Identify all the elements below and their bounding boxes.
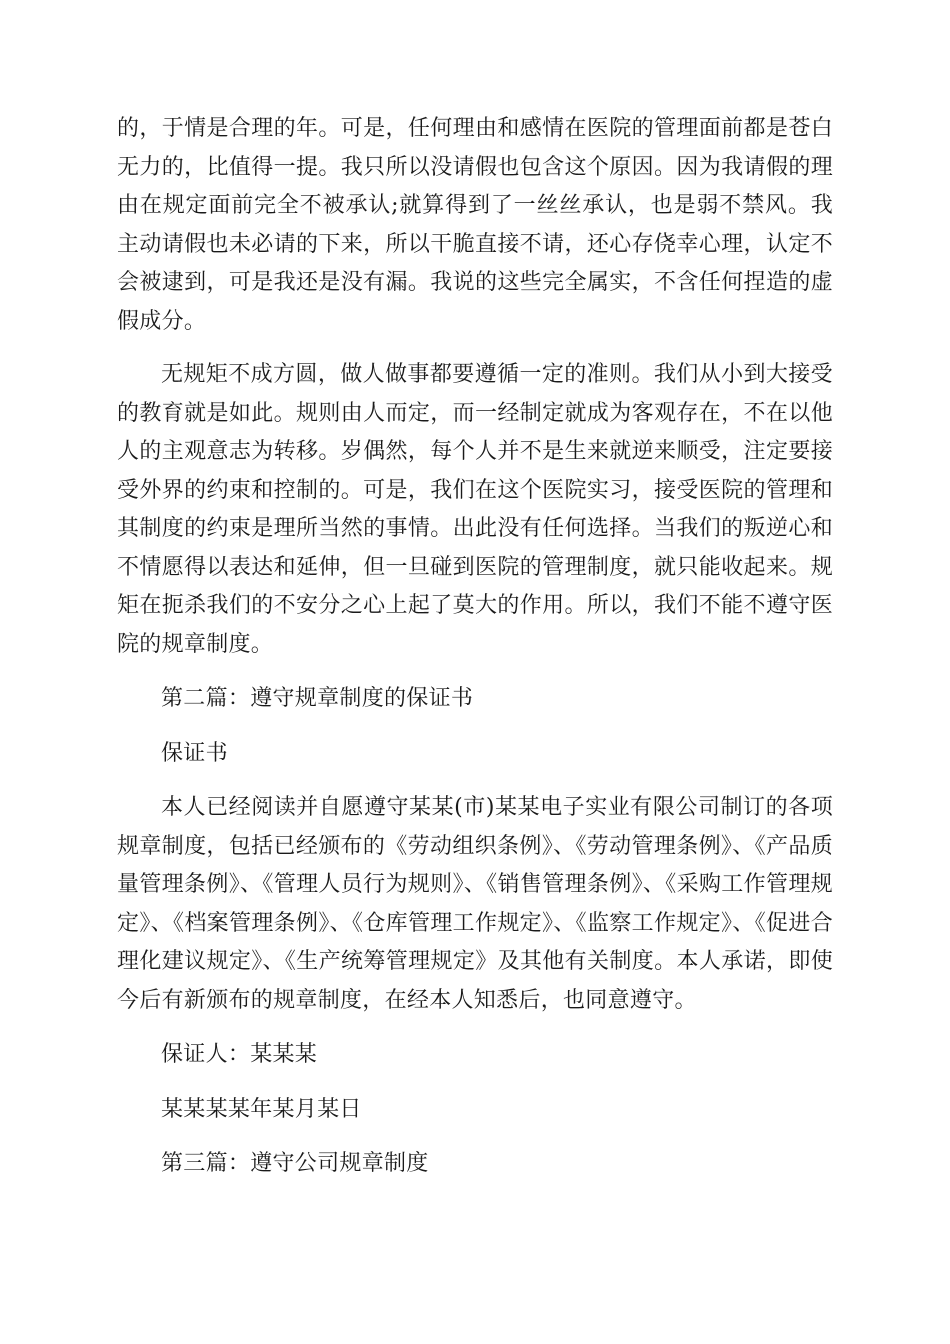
guarantee-title: 保证书	[161, 740, 228, 766]
section-heading-part-two: 第二篇：遵守规章制度的保证书	[161, 686, 474, 711]
guarantor-line: 保证人：某某某	[161, 1042, 318, 1067]
document-body	[117, 110, 833, 1184]
paragraph-rules: 无规矩不成方圆，做人做事都要遵循一定的准则。我们从小到大接受的教育就是如此。规则由人而定，而一经制定就成为客观存在，不在以他人的主观意志为转移。岁偶然，每个人并不是生来就逆来顺受，注定要接受外界的约束和控制的。可是，我们在这个医院实习，接受医院的管理和其制度的约束是理所当然的事情。出此没有任何选择。当我们的叛逆心和不情愿得以表达和延伸，但一旦碰到医院的管理制度，就只能收起来。规矩在扼杀我们的不安分之心上起了莫大的作用。所以，我们不能不遵守医院的规章制度。	[117, 362, 833, 657]
paragraph-continued: 的，于情是合理的年。可是，任何理由和感情在医院的管理面前都是苍白无力的，比值得一提。我只所以没请假也包含这个原因。因为我请假的理由在规定面前完全不被承认;就算得到了一丝丝承认，也是弱不禁风。我主动请假也未必请的下来，所以干脆直接不请，还心存侥幸心理，认定不会被逮到，可是我还是没有漏。我说的这些完全属实，不含任何捏造的虚假成分。	[117, 116, 833, 334]
date-line: 某某某某年某月某日	[161, 1096, 362, 1122]
guarantee-body: 本人已经阅读并自愿遵守某某(市)某某电子实业有限公司制订的各项规章制度，包括已经颁布的《劳动组织条例》、《劳动管理条例》、《产品质量管理条例》、《管理人员行为规则》、《销售管理条例》、《采购工作管理规定》、《档案管理条例》、《仓库管理工作规定》、《监察工作规定》、《促进合理化建议规定》、《生产统筹管理规定》及其他有关制度。本人承诺，即使今后有新颁布的规章制度，在经本人知悉后，也同意遵守。	[117, 795, 833, 1013]
section-heading-part-three: 第三篇：遵守公司规章制度	[161, 1151, 429, 1176]
